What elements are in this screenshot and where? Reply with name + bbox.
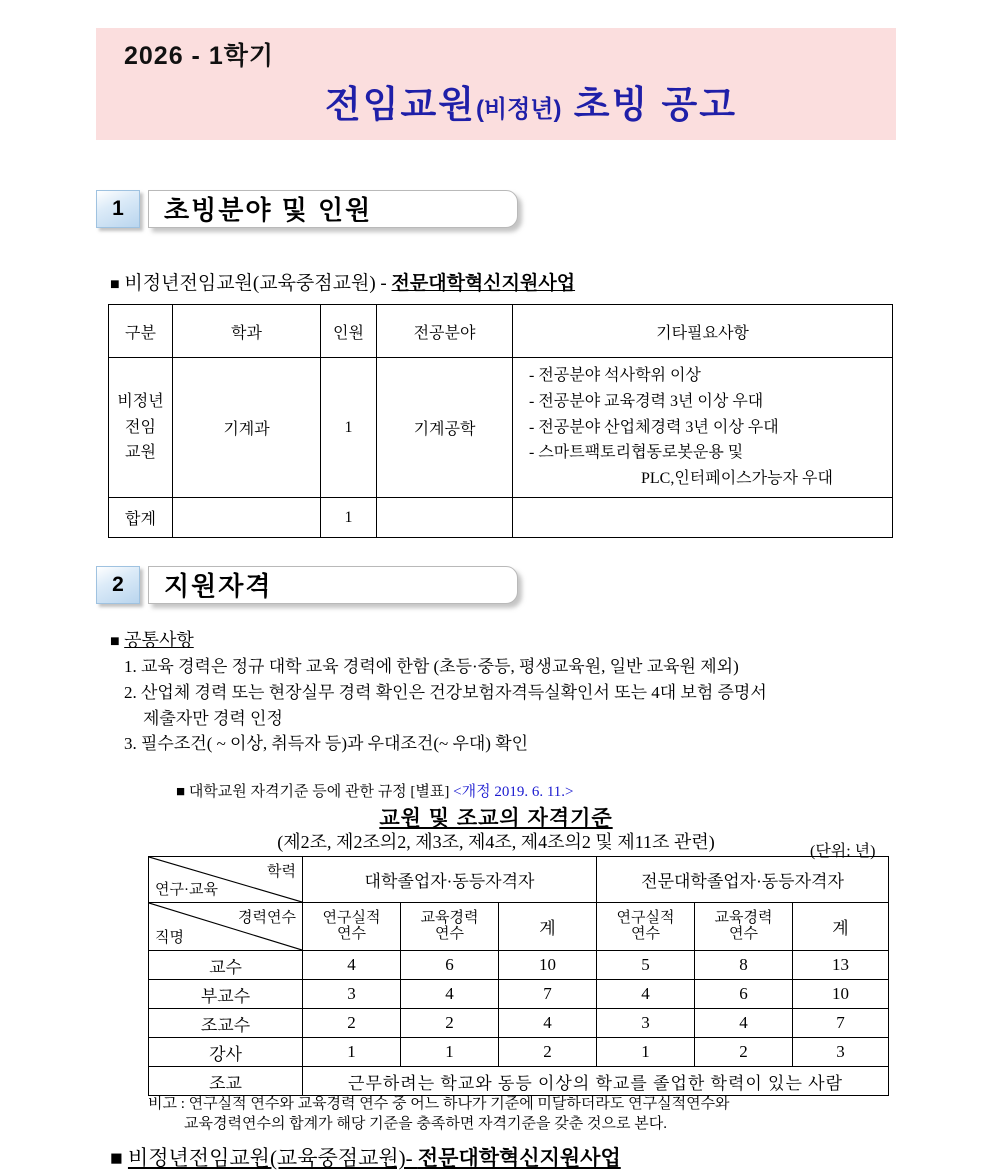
cell-value: 3	[303, 980, 401, 1009]
regulation-note-text: 대학교원 자격기준 등에 관한 규정 [별표]	[188, 784, 454, 800]
cell-total-major	[377, 498, 513, 538]
row-title-professor: 교수	[149, 951, 303, 980]
requirement-item-indented: PLC,인터페이스가능자 우대	[641, 470, 833, 488]
cell-total-label: 합계	[109, 498, 173, 538]
cell-department: 기계과	[173, 358, 321, 498]
sub-header-line2: 연수	[435, 925, 464, 942]
cell-value: 2	[303, 1009, 401, 1038]
row-title-teaching-assistant: 조교	[149, 1067, 303, 1096]
cell-value: 4	[401, 980, 499, 1009]
row-title-lecturer: 강사	[149, 1038, 303, 1067]
standards-table-subtitle: (제2조, 제2조의2, 제3조, 제4조, 제4조의2 및 제11조 관련)	[277, 832, 715, 852]
cell-value: 2	[401, 1009, 499, 1038]
section1-subtitle	[110, 268, 575, 295]
sub-header-line2: 연수	[631, 925, 660, 942]
cell-value: 5	[597, 951, 695, 980]
page-title-main: 전임교원	[324, 84, 476, 125]
sub-header-line2: 연수	[337, 925, 366, 942]
col-header-department: 학과	[173, 305, 321, 358]
sub-header-total-univ: 계	[499, 903, 597, 951]
cell-category-line3: 교원	[125, 444, 156, 462]
cell-value: 10	[499, 951, 597, 980]
section-title-1: 초빙분야 및 인원	[164, 195, 373, 225]
cell-value: 1	[401, 1038, 499, 1067]
cell-total-department	[173, 498, 321, 538]
standards-header-row-1	[149, 857, 889, 903]
page-title-suffix: 초빙 공고	[561, 84, 738, 125]
common-requirements-heading	[110, 626, 194, 652]
regulation-note	[176, 780, 574, 801]
cell-value: 8	[695, 951, 793, 980]
cell-total-count: 1	[321, 498, 377, 538]
cell-category	[109, 358, 173, 498]
cell-category-line1: 비정년	[117, 393, 164, 411]
section-title-2: 지원자격	[164, 571, 273, 601]
list-item-text: 산업체 경력 또는 현장실무 경력 확인은 건강보험자격득실확인서 또는 4대 보험 증명서	[141, 682, 767, 702]
row-title-assistant-professor: 조교수	[149, 1009, 303, 1038]
recruitment-table	[108, 304, 893, 538]
table-total-row	[109, 498, 893, 538]
requirement-item: - 전공분야 산업체경력 3년 이상 우대	[529, 418, 779, 436]
regulation-revision-date: <개정 2019. 6. 11.>	[453, 784, 574, 800]
col-header-category: 구분	[109, 305, 173, 358]
common-requirements-list	[124, 654, 767, 757]
table-row	[149, 1009, 889, 1038]
square-bullet-icon: ■	[110, 633, 120, 650]
remark-line-1: 비고 : 연구실적 연수와 교육경력 연수 중 어느 하나가 기준에 미달하더라도 연구실적연수와	[148, 1096, 730, 1112]
sub-header-research-years-univ	[303, 903, 401, 951]
cell-value: 6	[695, 980, 793, 1009]
sub-header-line1: 교육경력	[420, 909, 479, 926]
section-number-1: 1	[96, 190, 140, 228]
cell-value: 4	[695, 1009, 793, 1038]
cell-value: 10	[793, 980, 889, 1009]
table-header-row	[109, 305, 893, 358]
section1-subtitle-bold: 전문대학혁신지원사업	[391, 273, 576, 294]
list-item	[124, 654, 767, 680]
filled-square-icon: ■	[176, 784, 186, 800]
square-bullet-icon: ■	[110, 1146, 123, 1170]
page-header-banner	[96, 28, 896, 140]
cell-total-requirements	[513, 498, 893, 538]
sub-header-line1: 연구실적	[616, 909, 675, 926]
cell-value: 7	[793, 1009, 889, 1038]
requirement-item: - 전공분야 교육경력 3년 이상 우대	[529, 392, 764, 410]
cell-value: 7	[499, 980, 597, 1009]
sub-header-line1: 교육경력	[714, 909, 773, 926]
list-item-text: 필수조건( ~ 이상, 취득자 등)과 우대조건(~ 우대) 확인	[141, 734, 529, 754]
table-row	[109, 358, 893, 498]
cell-category-line2: 전임	[125, 418, 156, 436]
diagonal-label-education-level: 학력	[267, 864, 296, 880]
footer-subtitle-bold: 전문대학혁신지원사업	[417, 1146, 621, 1170]
cell-value: 13	[793, 951, 889, 980]
diagonal-header-cell-2	[149, 903, 303, 951]
section-number-2: 2	[96, 566, 140, 604]
page-title	[96, 74, 896, 128]
cell-value: 2	[695, 1038, 793, 1067]
cell-value: 4	[303, 951, 401, 980]
table-row	[149, 1067, 889, 1096]
cell-value: 1	[303, 1038, 401, 1067]
cell-value: 1	[597, 1038, 695, 1067]
cell-value: 6	[401, 951, 499, 980]
cell-value: 2	[499, 1038, 597, 1067]
common-requirements-title: 공통사항	[124, 630, 194, 650]
footer-subtitle-plain: 비정년전임교원(교육중점교원)-	[127, 1146, 418, 1170]
sub-header-teaching-years-univ	[401, 903, 499, 951]
standards-table-title: 교원 및 조교의 자격기준	[379, 807, 613, 830]
banner-year-term: 2026 - 1학기	[124, 42, 275, 70]
section1-subtitle-plain: 비정년전임교원(교육중점교원) -	[124, 273, 392, 294]
standards-table-remark	[148, 1094, 730, 1135]
list-item-continuation: 제출자만 경력 인정	[143, 708, 283, 728]
qualification-standards-table	[148, 856, 889, 1096]
list-item	[124, 680, 767, 706]
sub-header-line2: 연수	[729, 925, 758, 942]
cell-major: 기계공학	[377, 358, 513, 498]
table-row	[149, 951, 889, 980]
requirement-item: - 스마트팩토리협동로봇운용 및	[529, 444, 744, 462]
standards-table-unit: (단위: 년)	[810, 843, 876, 860]
list-item	[124, 731, 767, 757]
requirement-item: - 전공분야 석사학위 이상	[529, 366, 701, 384]
diagonal-label-research-education: 연구·교육	[155, 882, 218, 898]
list-item-text: 교육 경력은 정규 대학 교육 경력에 한함 (초등·중등, 평생교육원, 일반 교육원 제외)	[141, 657, 739, 676]
table-row	[149, 1038, 889, 1067]
cell-value: 4	[499, 1009, 597, 1038]
cell-teaching-assistant-requirement: 근무하려는 학교와 동등 이상의 학교를 졸업한 학력이 있는 사람	[303, 1067, 889, 1096]
col-header-requirements: 기타필요사항	[513, 305, 893, 358]
square-bullet-icon: ■	[110, 276, 120, 293]
list-item-number: 2.	[124, 682, 137, 702]
row-title-associate-professor: 부교수	[149, 980, 303, 1009]
list-item-number: 3.	[124, 734, 137, 754]
diagonal-header-cell-1	[149, 857, 303, 903]
sub-header-teaching-years-college	[695, 903, 793, 951]
standards-header-row-2	[149, 903, 889, 951]
table-row	[149, 980, 889, 1009]
diagonal-label-years-of-experience: 경력연수	[238, 910, 296, 926]
remark-line-2: 교육경력연수의 합계가 해당 기준을 충족하면 자격기준을 갖춘 것으로 본다.	[184, 1116, 667, 1133]
list-item-number: 1.	[124, 657, 137, 676]
cell-requirements	[513, 358, 893, 498]
group-header-college: 전문대학졸업자·동등자격자	[597, 857, 889, 903]
col-header-major: 전공분야	[377, 305, 513, 358]
sub-header-total-college: 계	[793, 903, 889, 951]
cell-value: 4	[597, 980, 695, 1009]
footer-subtitle	[110, 1142, 621, 1172]
section-heading-1	[96, 190, 526, 230]
group-header-university: 대학졸업자·동등자격자	[303, 857, 597, 903]
page-title-paren: (비정년)	[475, 96, 562, 123]
sub-header-research-years-college	[597, 903, 695, 951]
cell-value: 3	[793, 1038, 889, 1067]
col-header-count: 인원	[321, 305, 377, 358]
sub-header-line1: 연구실적	[322, 909, 381, 926]
section-heading-2	[96, 566, 526, 606]
diagonal-label-position-title: 직명	[155, 930, 184, 946]
cell-value: 3	[597, 1009, 695, 1038]
cell-count: 1	[321, 358, 377, 498]
